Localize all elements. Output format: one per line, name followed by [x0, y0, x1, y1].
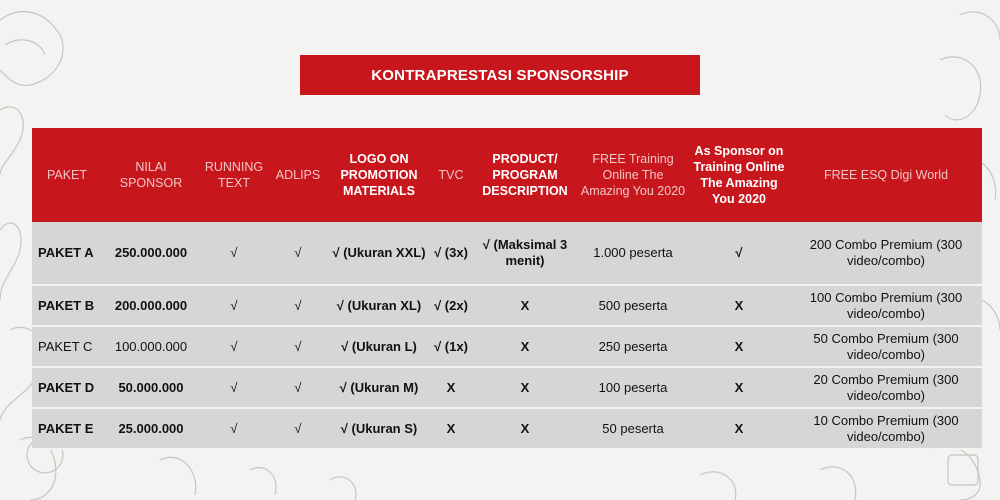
cell-product: X: [472, 367, 578, 408]
cell-adlips: √: [268, 408, 328, 449]
cell-free-esq: 10 Combo Premium (300 video/combo): [790, 408, 982, 449]
col-header-free-training: FREE Training Online The Amazing You 2020: [578, 128, 688, 222]
cell-running-text: √: [200, 367, 268, 408]
col-header-nilai-sponsor: NILAI SPONSOR: [102, 128, 200, 222]
cell-free-training: 250 peserta: [578, 326, 688, 367]
cell-adlips: √: [268, 285, 328, 326]
cell-tvc: X: [430, 367, 472, 408]
col-header-as-sponsor: As Sponsor on Training Online The Amazing You 2020: [688, 128, 790, 222]
cell-logo: √ (Ukuran XL): [328, 285, 430, 326]
col-header-free-esq: FREE ESQ Digi World: [790, 128, 982, 222]
cell-paket: PAKET C: [32, 326, 102, 367]
cell-running-text: √: [200, 326, 268, 367]
cell-free-training: 500 peserta: [578, 285, 688, 326]
table-header-row: [32, 128, 982, 222]
table-row: [32, 222, 982, 285]
cell-logo: √ (Ukuran M): [328, 367, 430, 408]
cell-logo: √ (Ukuran S): [328, 408, 430, 449]
col-header-tvc: TVC: [430, 128, 472, 222]
table-row: [32, 326, 982, 367]
cell-running-text: √: [200, 222, 268, 285]
page-title: KONTRAPRESTASI SPONSORSHIP: [300, 55, 700, 95]
col-header-logo: LOGO ON PROMOTION MATERIALS: [328, 128, 430, 222]
sponsorship-table: [32, 128, 982, 450]
cell-as-sponsor: X: [688, 326, 790, 367]
cell-product: X: [472, 326, 578, 367]
cell-adlips: √: [268, 222, 328, 285]
cell-nilai: 50.000.000: [102, 367, 200, 408]
col-header-adlips: ADLIPS: [268, 128, 328, 222]
table-row: [32, 408, 982, 449]
cell-free-esq: 50 Combo Premium (300 video/combo): [790, 326, 982, 367]
cell-free-training: 100 peserta: [578, 367, 688, 408]
table-row: [32, 367, 982, 408]
cell-as-sponsor: X: [688, 367, 790, 408]
cell-free-esq: 100 Combo Premium (300 video/combo): [790, 285, 982, 326]
cell-nilai: 25.000.000: [102, 408, 200, 449]
cell-paket: PAKET A: [32, 222, 102, 285]
cell-product: X: [472, 408, 578, 449]
cell-running-text: √: [200, 408, 268, 449]
col-header-paket: PAKET: [32, 128, 102, 222]
cell-nilai: 100.000.000: [102, 326, 200, 367]
cell-tvc: √ (1x): [430, 326, 472, 367]
cell-adlips: √: [268, 326, 328, 367]
cell-paket: PAKET E: [32, 408, 102, 449]
cell-free-training: 50 peserta: [578, 408, 688, 449]
cell-free-esq: 200 Combo Premium (300 video/combo): [790, 222, 982, 285]
cell-logo: √ (Ukuran XXL): [328, 222, 430, 285]
cell-tvc: √ (2x): [430, 285, 472, 326]
cell-logo: √ (Ukuran L): [328, 326, 430, 367]
cell-nilai: 250.000.000: [102, 222, 200, 285]
cell-free-training: 1.000 peserta: [578, 222, 688, 285]
cell-running-text: √: [200, 285, 268, 326]
cell-tvc: √ (3x): [430, 222, 472, 285]
cell-as-sponsor: X: [688, 285, 790, 326]
col-header-running-text: RUNNING TEXT: [200, 128, 268, 222]
table-row: [32, 285, 982, 326]
cell-paket: PAKET B: [32, 285, 102, 326]
cell-nilai: 200.000.000: [102, 285, 200, 326]
cell-adlips: √: [268, 367, 328, 408]
cell-as-sponsor: √: [688, 222, 790, 285]
cell-paket: PAKET D: [32, 367, 102, 408]
cell-tvc: X: [430, 408, 472, 449]
cell-as-sponsor: X: [688, 408, 790, 449]
col-header-product-description: PRODUCT/ PROGRAM DESCRIPTION: [472, 128, 578, 222]
cell-product: X: [472, 285, 578, 326]
cell-product: √ (Maksimal 3 menit): [472, 222, 578, 285]
cell-free-esq: 20 Combo Premium (300 video/combo): [790, 367, 982, 408]
